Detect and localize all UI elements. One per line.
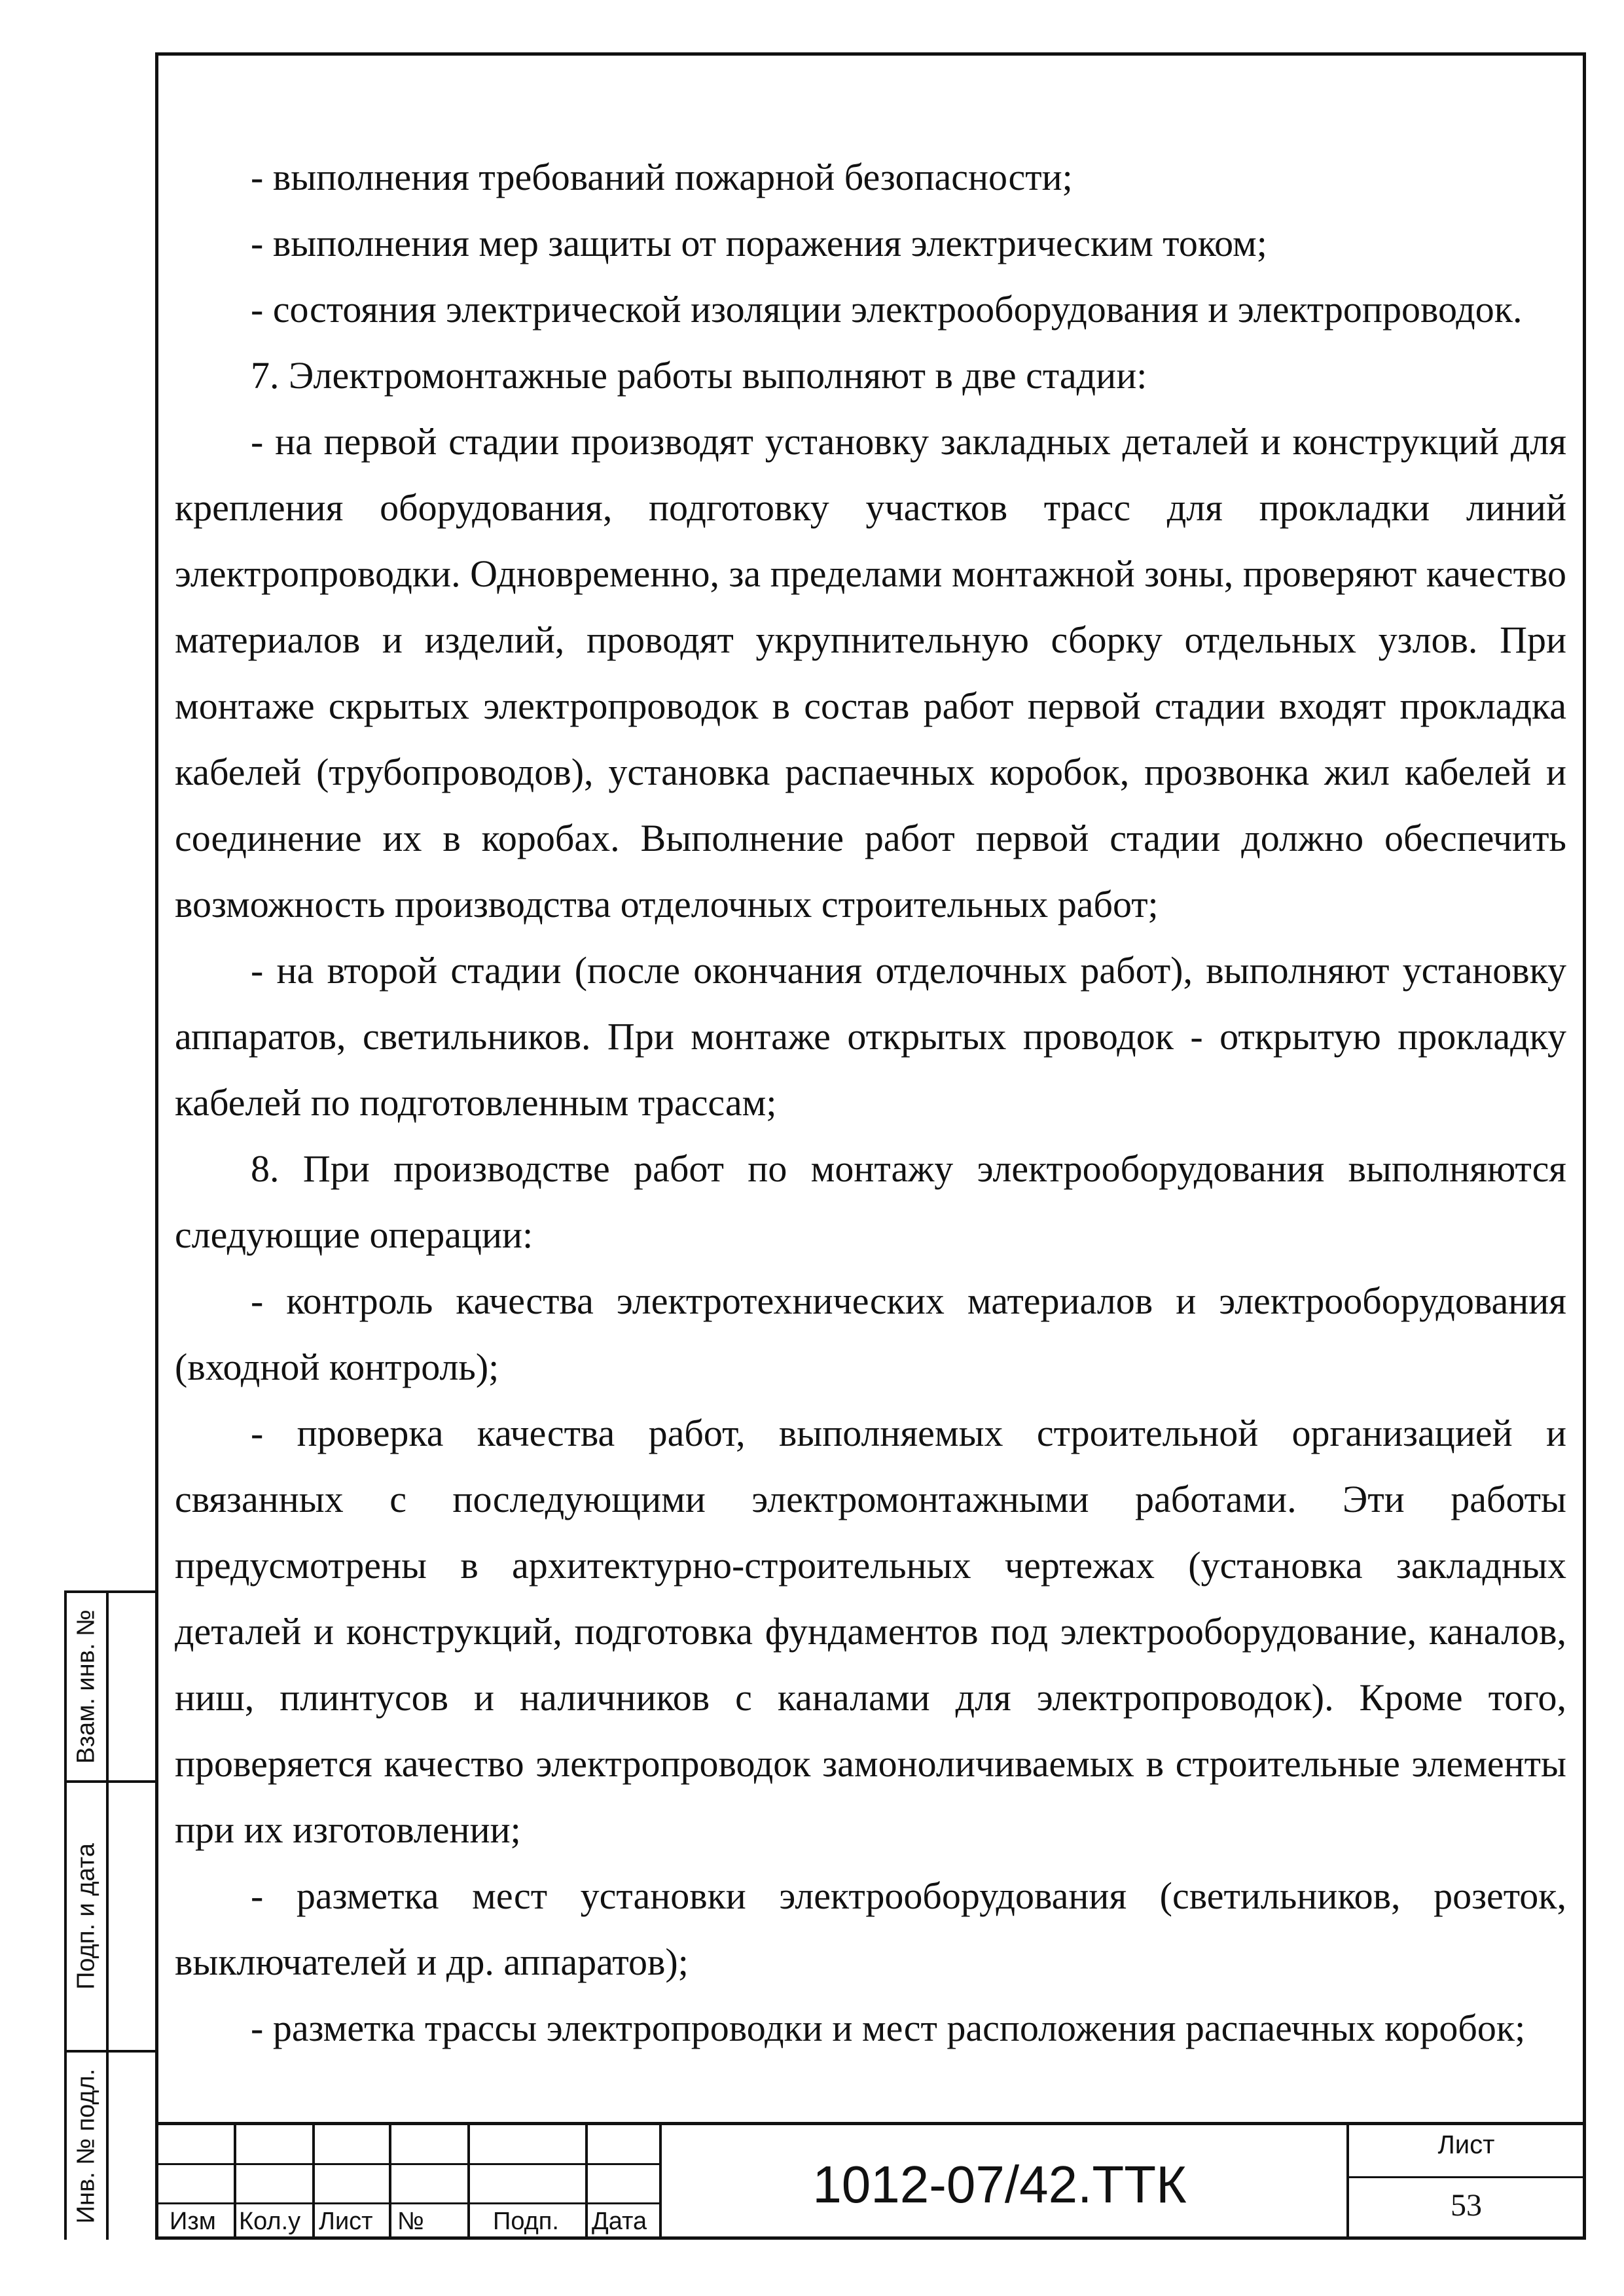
title-block <box>155 2122 1586 2240</box>
sheet-label: Лист <box>1437 2130 1495 2159</box>
paragraph: - выполнения мер защиты от поражения электрическим током; <box>251 222 1267 264</box>
document-body <box>175 144 1566 2061</box>
side-stamp <box>64 1590 155 2240</box>
side-label-podp-data: Подп. и дата <box>72 1843 100 1990</box>
paragraph: 7. Электромонтажные работы выполняют в две стадии: <box>251 354 1147 397</box>
paragraph: - проверка качества работ, выполняемых строительной организацией и связанных с последующими электромонтажными работами. Эти работы предусмотрены в архитектурно-строительных чертежах (установка закладных деталей и конструкций, подготовка фундаментов под электрооборудование, каналов, ниш, плинтусов и наличников с каналами для электропроводок). Кроме того, проверяется качество электропроводок замоноличиваемых в строительные элементы при их изготовлении; <box>175 1412 1566 1851</box>
paragraph: - состояния электрической изоляции электрооборудования и электропроводок. <box>251 288 1523 331</box>
column-label-data: Дата <box>592 2208 647 2235</box>
paragraph: - контроль качества электротехнических материалов и электрооборудования (входной контроль); <box>175 1280 1566 1388</box>
paragraph: - на первой стадии производят установку закладных деталей и конструкций для крепления оборудования, подготовку участков трасс для прокладки линий электропроводки. Одновременно, за пределами монтажной зоны, проверяют качество материалов и изделий, проводят укрупнительную сборку отдельных узлов. При монтаже скрытых электропроводок в состав работ первой стадии входят прокладка кабелей (трубопроводов), установка распаечных коробок, прозвонка жил кабелей и соединение их в коробах. Выполнение работ первой стадии должно обеспечить возможность производства отделочных строительных работ; <box>175 420 1566 925</box>
column-label-podp: Подп. <box>493 2208 559 2235</box>
column-label-list: Лист <box>319 2208 373 2235</box>
column-label-number: № <box>397 2208 424 2235</box>
column-label-kol: Кол.у <box>239 2208 301 2235</box>
side-cell-inv-podl <box>67 2053 158 2240</box>
side-cell-zam-inv <box>67 1593 158 1783</box>
side-label-inv-podl: Инв. № подл. <box>72 2068 100 2224</box>
side-cell-podp-data <box>67 1783 158 2053</box>
sheet-number: 53 <box>1451 2188 1482 2223</box>
paragraph: - разметка трассы электропроводки и мест расположения распаечных коробок; <box>251 2007 1526 2049</box>
paragraph: - разметка мест установки электрооборудования (светильников, розеток, выключателей и др. аппаратов); <box>175 1874 1566 1983</box>
side-label-zam-inv: Взам. инв. № <box>72 1609 100 1764</box>
column-label-izm: Изм <box>170 2208 216 2235</box>
paragraph: - на второй стадии (после окончания отделочных работ), выполняют установку аппаратов, светильников. При монтаже открытых проводок - открытую прокладку кабелей по подготовленным трассам; <box>175 949 1566 1124</box>
document-code: 1012-07/42.ТТК <box>812 2155 1187 2214</box>
paragraph: - выполнения требований пожарной безопасности; <box>251 156 1073 198</box>
paragraph: 8. При производстве работ по монтажу электрооборудования выполняются следующие операции: <box>175 1147 1566 1256</box>
